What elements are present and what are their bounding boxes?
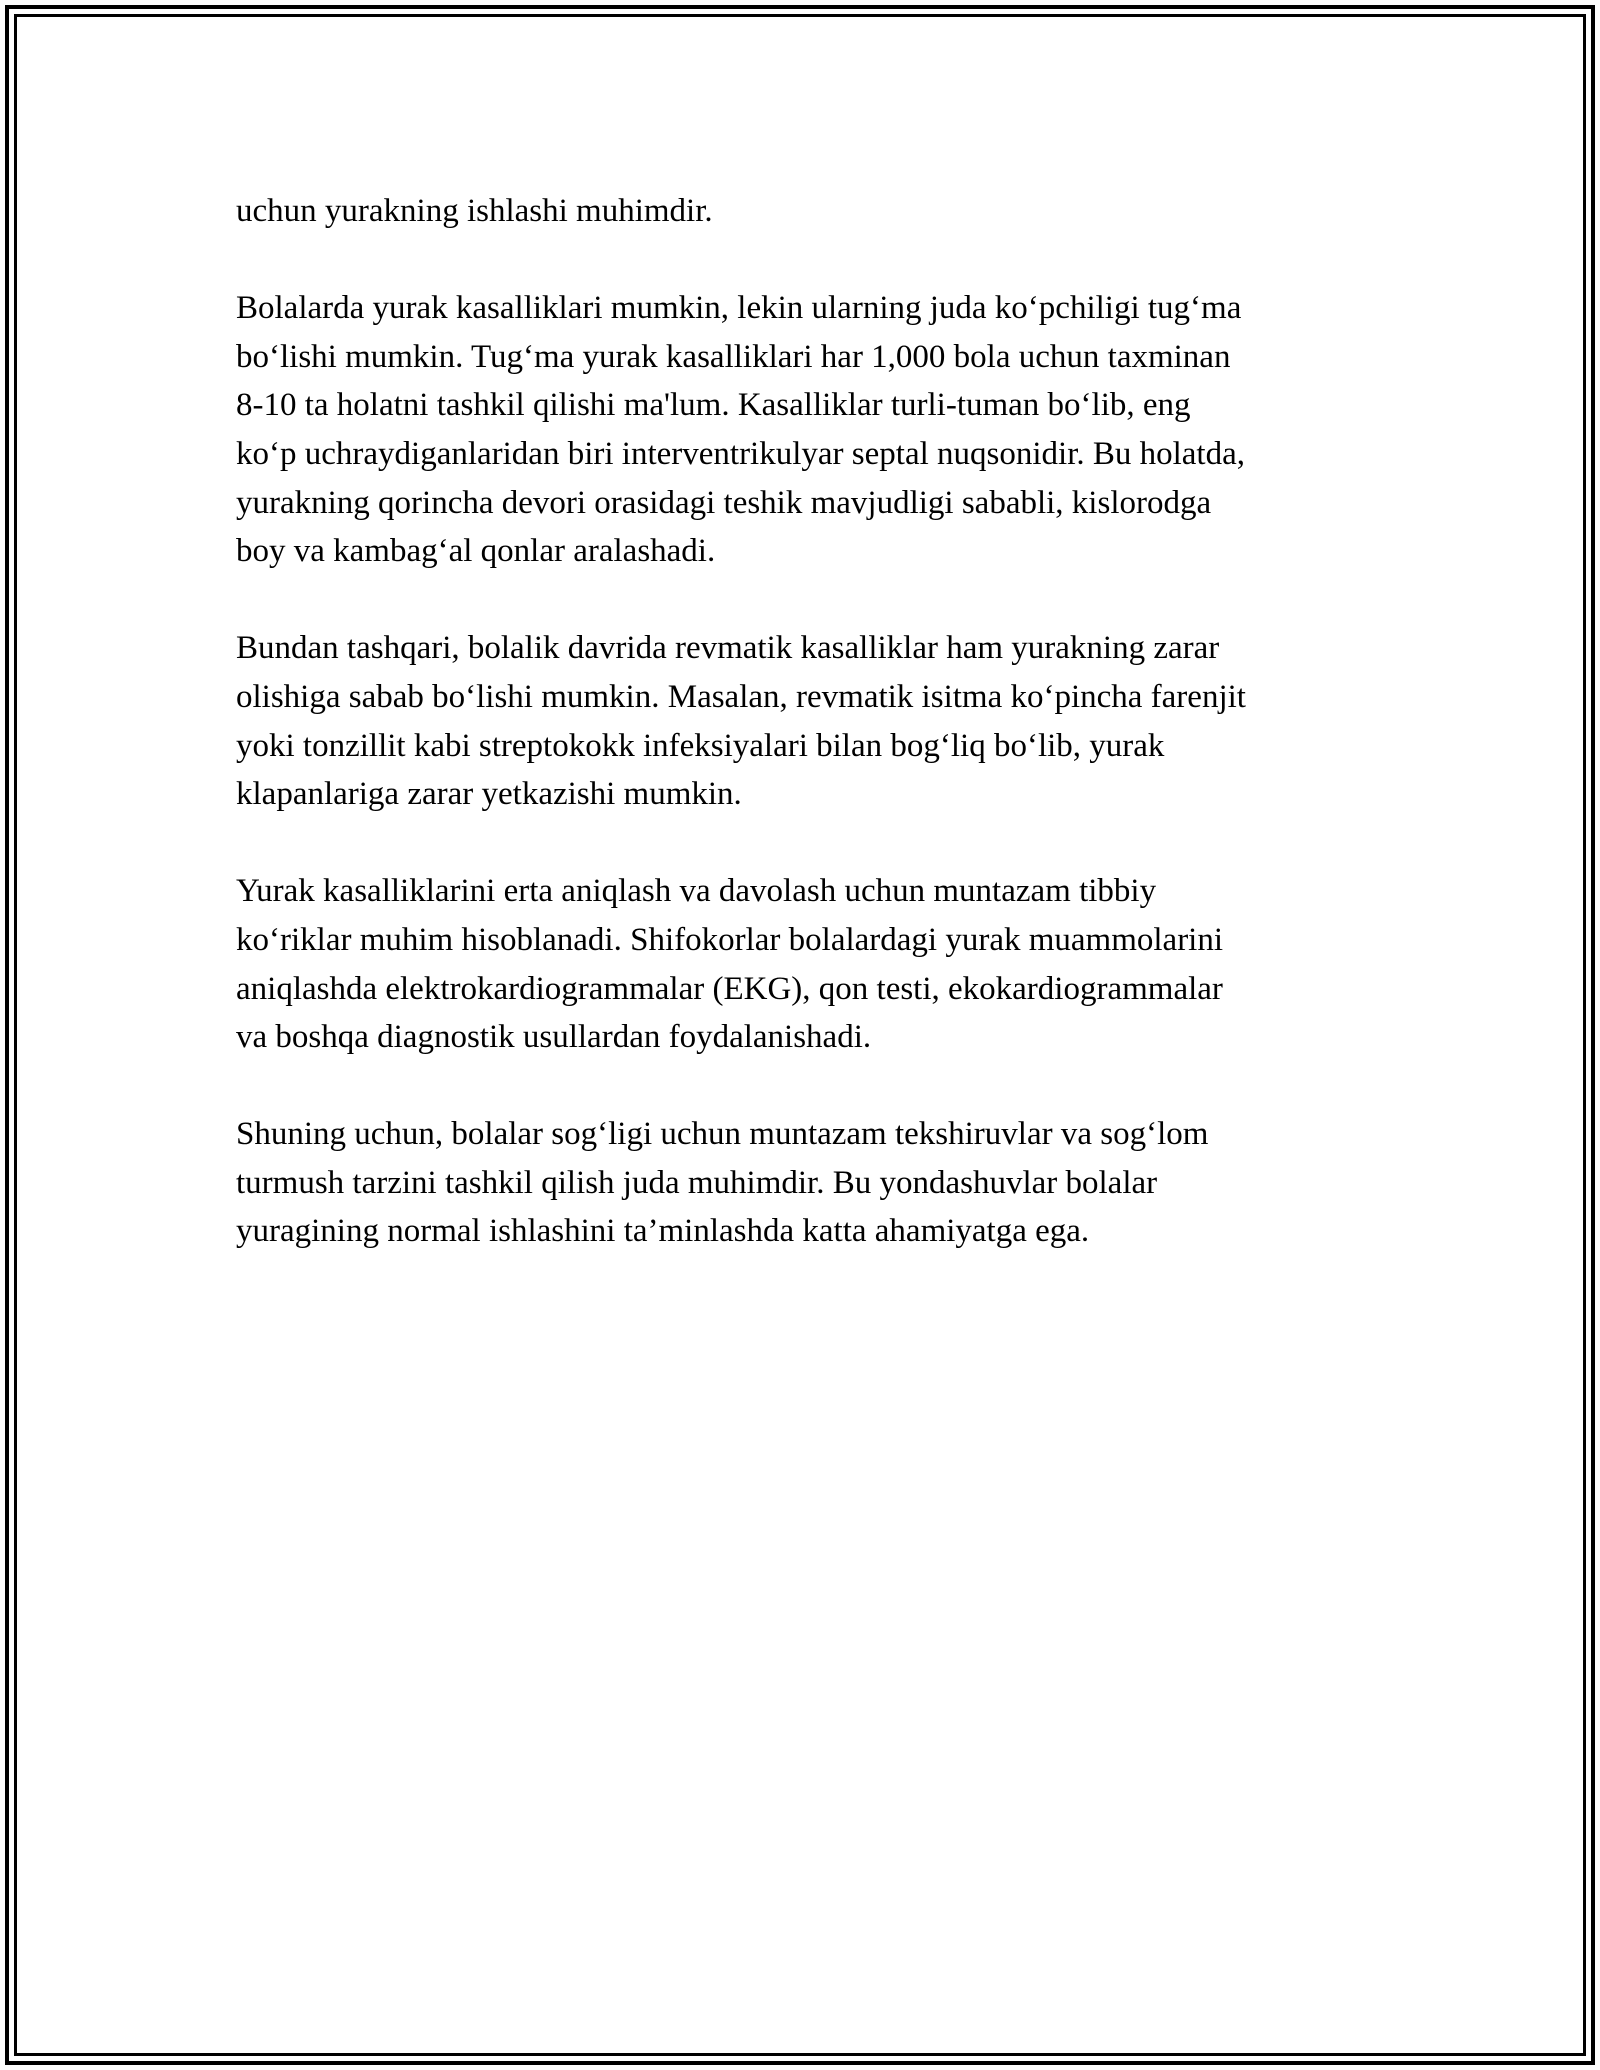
paragraph-2 [236, 284, 1376, 576]
text-line: yoki tonzillit kabi streptokokk infeksiyalari bilan bog‘liq bo‘lib, yurak [236, 727, 1165, 764]
text-line: bo‘lishi mumkin. Tug‘ma yurak kasalliklari har 1,000 bola uchun taxminan [236, 338, 1231, 375]
text-line: uchun yurakning ishlashi muhimdir. [236, 193, 713, 229]
text-line: olishiga sabab bo‘lishi mumkin. Masalan, revmatik isitma ko‘pincha farenjit [236, 678, 1246, 715]
text-line: yurakning qorincha devori orasidagi teshik mavjudligi sababli, kislorodga [236, 484, 1212, 521]
text-line: boy va kambag‘al qonlar aralashadi. [236, 533, 716, 570]
text-line: yuragining normal ishlashini ta’minlashda katta ahamiyatga ega. [236, 1213, 1090, 1250]
paragraph-4 [236, 867, 1376, 1061]
text-line: 8-10 ta holatni tashkil qilishi ma'lum. Kasalliklar turli-tuman bo‘lib, eng [236, 387, 1191, 424]
text-line: ko‘p uchraydiganlaridan biri interventrikulyar septal nuqsonidir. Bu holatda, [236, 435, 1245, 472]
paragraph-5 [236, 1110, 1376, 1256]
text-line: ko‘riklar muhim hisoblanadi. Shifokorlar bolalardagi yurak muammolarini [236, 921, 1224, 958]
text-line: aniqlashda elektrokardiogrammalar (EKG), qon testi, ekokardiogrammalar [236, 970, 1223, 1007]
text-line: va boshqa diagnostik usullardan foydalanishadi. [236, 1019, 872, 1056]
text-line: Shuning uchun, bolalar sog‘ligi uchun muntazam tekshiruvlar va sog‘lom [236, 1116, 1209, 1153]
text-line: Bundan tashqari, bolalik davrida revmatik kasalliklar ham yurakning zarar [236, 630, 1220, 667]
paragraph-1 [236, 187, 1376, 236]
paragraph-3 [236, 624, 1376, 818]
text-line: Yurak kasalliklarini erta aniqlash va davolash uchun muntazam tibbiy [236, 873, 1157, 910]
text-line: klapanlariga zarar yetkazishi mumkin. [236, 776, 742, 813]
document-body [236, 187, 1376, 1305]
text-line: Bolalarda yurak kasalliklari mumkin, lekin ularning juda ko‘pchiligi tug‘ma [236, 290, 1242, 327]
text-line: turmush tarzini tashkil qilish juda muhimdir. Bu yondashuvlar bolalar [236, 1164, 1158, 1201]
